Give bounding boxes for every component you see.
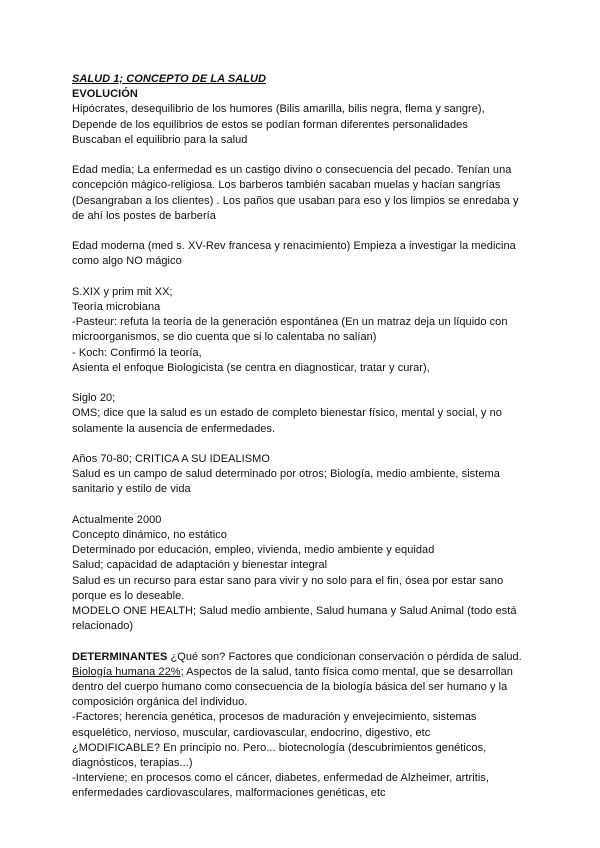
text-line: Hipócrates, desequilibrio de los humores (Bilis amarilla, bilis negra, flema y sangre), bbox=[72, 103, 485, 116]
biologia-text: Aspectos de la salud, tanto física como mental, que se desarrollan bbox=[183, 665, 513, 678]
text-line: concepción mágico-religiosa. Los barberos también sacaban muelas y hacían sangrías bbox=[72, 179, 501, 192]
text-line: Depende de los equilibrios de estos se podían forman diferentes personalidades bbox=[72, 118, 468, 131]
text-line: - Koch: Confirmó la teoría, bbox=[72, 346, 202, 359]
text-line: Buscaban el equilibrio para la salud bbox=[72, 133, 248, 146]
section-heading-evolucion: EVOLUCIÓN bbox=[72, 88, 138, 101]
paragraph-gap bbox=[72, 376, 532, 391]
text-line: porque es lo deseable. bbox=[72, 589, 185, 602]
biologia-line bbox=[72, 665, 532, 680]
text-line: Asienta el enfoque Biologicista (se centra en diagnosticar, tratar y curar), bbox=[72, 361, 430, 374]
text-line: -Factores; herencia genética, procesos de maduración y envejecimiento, sistemas bbox=[72, 711, 477, 724]
text-line: Edad media; La enfermedad es un castigo divino o consecuencia del pecado. Tenían una bbox=[72, 164, 512, 177]
text-line: Salud es un recurso para estar sano para vivir y no solo para el fin, ósea por estar sano bbox=[72, 574, 504, 587]
text-line: enfermedades cardiovasculares, malformaciones genéticas, etc bbox=[72, 787, 386, 800]
text-line: de ahí los postes de barbería bbox=[72, 209, 216, 222]
text-line: S.XIX y prim mit XX; bbox=[72, 285, 173, 298]
text-line: Teoría microbiana bbox=[72, 301, 161, 313]
text-line: Salud es un campo de salud determinado por otros; Biología, medio ambiente, sistema bbox=[72, 468, 500, 481]
text-line: Determinado por educación, empleo, vivienda, medio ambiente y equidad bbox=[72, 544, 435, 557]
paragraph-gap bbox=[72, 224, 532, 239]
text-line: microorganismos, se dio cuenta que si lo calentaba no salían) bbox=[72, 331, 377, 344]
text-line: -Pasteur: refuta la teoría de la generación espontánea (En un matraz deja un líquido con bbox=[72, 316, 508, 329]
text-line: composición orgánica del individuo. bbox=[72, 696, 248, 709]
text-line: esquelético, nervioso, muscular, cardiovascular, endocrino, digestivo, etc bbox=[72, 726, 431, 739]
text-line: Años 70-80; CRITICA A SU IDEALISMO bbox=[72, 453, 270, 465]
paragraph-gap bbox=[72, 437, 532, 452]
text-line: Siglo 20; bbox=[72, 392, 116, 405]
text-line: Edad moderna (med s. XV-Rev francesa y renacimiento) Empieza a investigar la medicina bbox=[72, 240, 516, 253]
text-line: (Desangraban a los clientes) . Los paños que usaban para eso y los limpios se enredaba y bbox=[72, 194, 519, 207]
text-line: sanitario y estilo de vida bbox=[72, 483, 191, 496]
text-line: OMS; dice que la salud es un estado de completo bienestar físico, mental y social, y no bbox=[72, 407, 502, 420]
text-line: -Interviene; en procesos como el cáncer, diabetes, enfermedad de Alzheimer, artritis, bbox=[72, 772, 489, 785]
text-line: Concepto dinámico, no estático bbox=[72, 529, 227, 541]
text-line: Actualmente 2000 bbox=[72, 513, 162, 526]
text-line: MODELO ONE HEALTH; Salud medio ambiente, Salud humana y Salud Animal (todo está bbox=[72, 605, 517, 618]
paragraph-gap bbox=[72, 270, 532, 285]
determinantes-intro-text: ¿Qué son? Factores que condicionan conservación o pérdida de salud. bbox=[167, 650, 522, 663]
document-content bbox=[72, 72, 532, 802]
section-heading-determinantes: DETERMINANTES bbox=[72, 650, 168, 663]
text-line: solamente la ausencia de enfermedades. bbox=[72, 422, 276, 435]
text-line: como algo NO mágico bbox=[72, 255, 182, 268]
text-line: relacionado) bbox=[72, 620, 134, 633]
biologia-label: Biología humana 22%; bbox=[72, 665, 184, 678]
text-line: Salud; capacidad de adaptación y bienestar integral bbox=[72, 559, 328, 572]
text-line: ¿MODIFICABLE? En principio no. Pero... biotecnología (descubrimientos genéticos, bbox=[72, 741, 487, 754]
text-line: dentro del cuerpo humano como consecuencia de la biología básica del ser humano y la bbox=[72, 681, 508, 694]
paragraph-gap bbox=[72, 634, 532, 649]
document-title: SALUD 1; CONCEPTO DE LA SALUD bbox=[72, 73, 266, 85]
paragraph-gap bbox=[72, 148, 532, 163]
paragraph-gap bbox=[72, 498, 532, 513]
text-line: diagnósticos, terapias...) bbox=[72, 757, 193, 770]
determinantes-intro-line bbox=[72, 650, 532, 665]
